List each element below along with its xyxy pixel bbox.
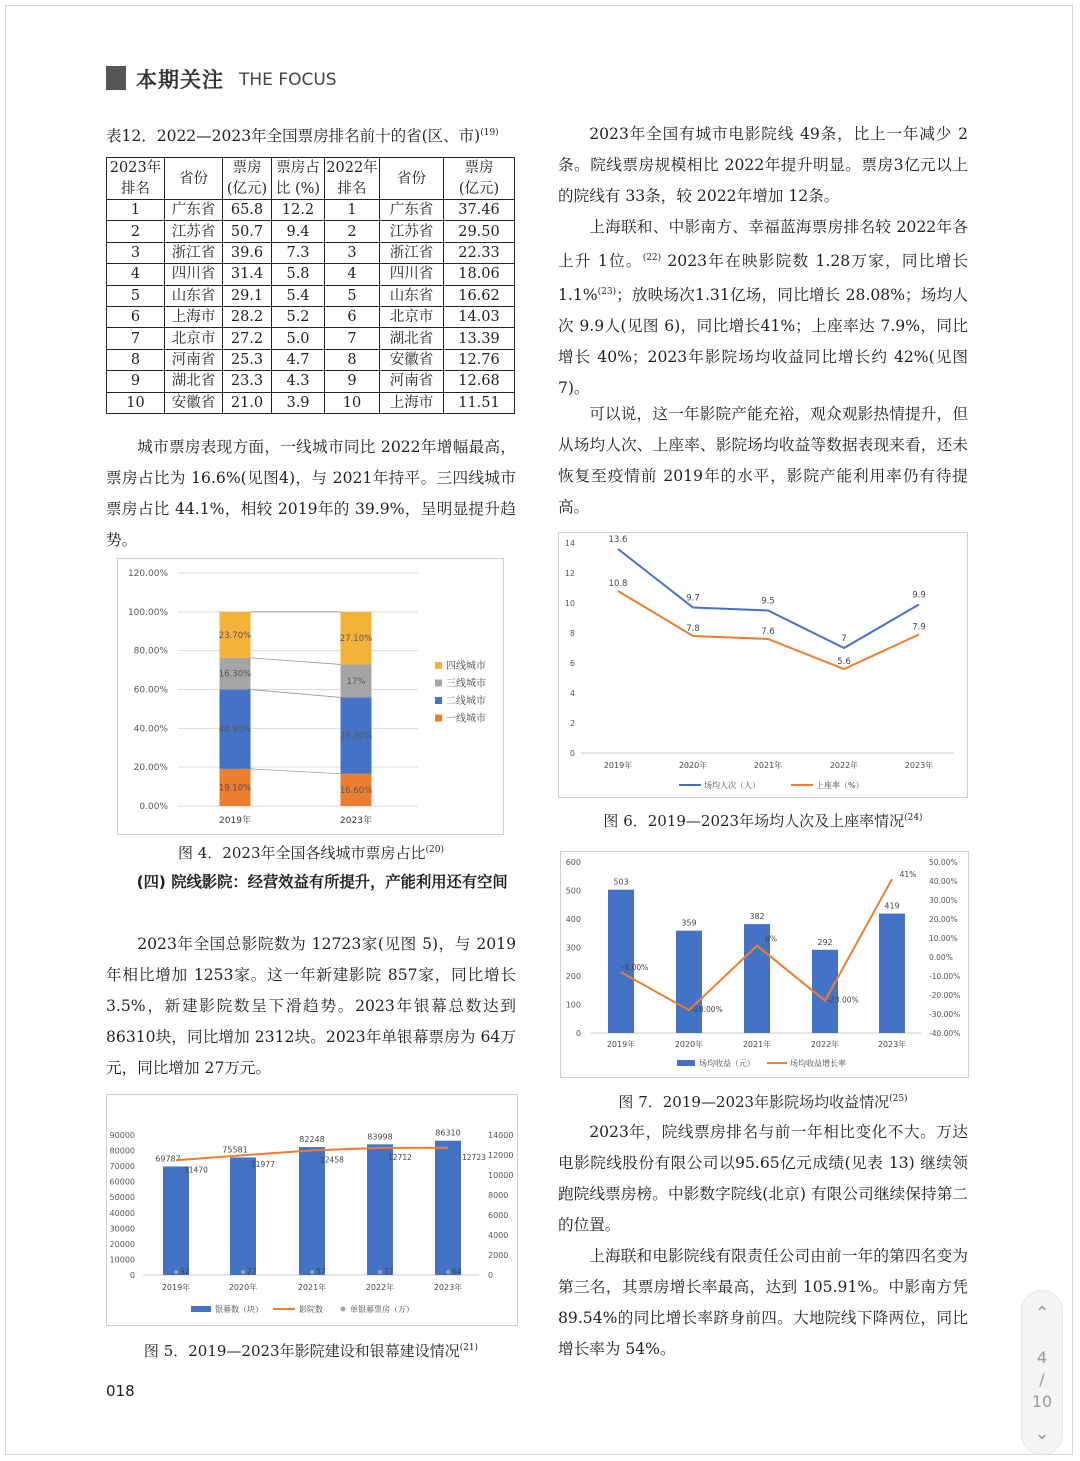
table-cell: 5.8 [272, 264, 325, 285]
table-cell: 四川省 [165, 264, 223, 285]
header-share-unit: 比 (%) [272, 179, 325, 200]
table-cell: 18.06 [444, 264, 515, 285]
y-tick-label: 8 [569, 629, 575, 638]
y-tick-label: 30000 [109, 1224, 135, 1234]
data-label: 9.7 [686, 593, 700, 604]
chart-fig4 [118, 559, 505, 836]
legend-label: 影院数 [299, 1305, 323, 1314]
bar [812, 950, 838, 1033]
table-cell: 8 [325, 349, 380, 370]
point-marker [241, 1270, 245, 1274]
x-tick-label: 2019年 [606, 1040, 636, 1049]
header-share: 票房占 [272, 158, 325, 179]
table-cell: 12.2 [272, 200, 325, 221]
connector-line [251, 769, 341, 774]
data-label: 7.8 [686, 624, 700, 634]
y2-tick-label: -20.00% [929, 991, 961, 1000]
table-cell: 4.3 [272, 371, 325, 392]
data-label: 75581 [222, 1145, 248, 1155]
header-block [106, 66, 126, 90]
table-cell: 上海市 [165, 306, 223, 327]
point-marker [174, 1270, 178, 1274]
table-cell: 浙江省 [380, 242, 444, 263]
table-title-text: 表12．2022—2023年全国票房排名前十的省(区、市) [106, 127, 481, 145]
point-marker [310, 1270, 314, 1274]
table-cell: 5.0 [272, 328, 325, 349]
legend-label: 单银幕票房（万） [350, 1305, 414, 1314]
p2-part-a: 上海联和、中影南方、幸福蓝海票房排名较 2022年各上升 1位。 [558, 218, 968, 271]
y-tick-label: 12 [564, 569, 575, 578]
y-tick-label: 500 [565, 886, 581, 896]
data-label: 12723 [462, 1152, 486, 1162]
data-label: 7.6 [761, 627, 775, 637]
data-label: 17% [346, 676, 366, 687]
data-label: 503 [613, 877, 629, 887]
bar [163, 1166, 189, 1275]
fig4-caption-ref: (20) [425, 845, 444, 855]
x-tick-label: 2020年 [678, 761, 708, 770]
bar [230, 1157, 256, 1275]
y-tick-label: 100.00% [127, 607, 168, 618]
data-label: 16.30% [218, 669, 252, 680]
table-cell: 22.33 [444, 242, 515, 263]
chart-fig6 [559, 533, 969, 799]
table-cell: 39.6 [223, 242, 272, 263]
table-cell: 16.62 [444, 285, 515, 306]
data-label: 40.90% [218, 725, 252, 736]
fig6-caption-ref: (24) [904, 813, 923, 823]
y2-tick-label: -10.00% [929, 972, 961, 981]
y-tick-label: 4 [569, 689, 575, 698]
table-cell: 上海市 [380, 392, 444, 413]
y-tick-label: 80000 [109, 1146, 135, 1156]
table-cell: 7 [325, 328, 380, 349]
table-row [107, 392, 515, 413]
data-label: 9.5 [761, 596, 775, 607]
x-tick-label: 2023年 [904, 761, 934, 770]
bar [676, 931, 702, 1033]
x-tick-label: 2022年 [810, 1040, 840, 1049]
y2-tick-label: 20.00% [929, 915, 958, 924]
paragraph-rankings [558, 212, 968, 404]
data-label: 92 [180, 1267, 190, 1276]
section-subtitle: THE FOCUS [239, 70, 337, 90]
table-cell: 7 [107, 328, 165, 349]
y-tick-label: 40.00% [133, 724, 168, 735]
legend-label: 一线城市 [446, 713, 486, 725]
x-tick-label: 2021年 [753, 761, 783, 770]
table-cell: 1 [107, 200, 165, 221]
pager-total: 10 [1031, 1392, 1053, 1411]
y2-tick-label: 14000 [488, 1131, 514, 1140]
table-cell: 50.7 [223, 221, 272, 242]
section-title: 本期关注 [136, 68, 224, 92]
table-title-ref: (19) [480, 127, 499, 138]
table-cell: 21.0 [223, 392, 272, 413]
table-cell: 4.7 [272, 349, 325, 370]
p2-part-c: ；放映场次1.31亿场，同比增长 28.08%；场均人次 9.9人(见图 6)，同比增长41%；上座率达 7.9%，同比增长 40%；2023年影院场均收益同比增长约 42%(见图 7)。 [558, 286, 968, 398]
table-cell: 23.3 [223, 371, 272, 392]
data-label: -23.00% [827, 995, 859, 1005]
connector-line [251, 690, 341, 698]
header-box-unit: (亿元) [223, 179, 272, 200]
legend-swatch [191, 1306, 211, 1312]
y-tick-label: 10000 [109, 1255, 135, 1265]
data-label: 7.9 [912, 622, 926, 633]
y-tick-label: 300 [565, 943, 581, 953]
table-cell: 5.2 [272, 306, 325, 327]
page-number: 018 [106, 1382, 135, 1400]
table-row [107, 371, 515, 392]
y-tick-label: 60.00% [133, 685, 168, 696]
y-tick-label: 0 [575, 1029, 581, 1038]
paragraph-shanghai: 上海联和电影院线有限责任公司由前一年的第四名变为第三名，其票房增长率最高，达到 105.91%。中影南方凭 89.54%的同比增长率跻身前四。大地院线下降两位，同比增长率为 54%。 [558, 1247, 968, 1358]
header-box2022-unit: (亿元) [444, 179, 515, 200]
x-tick-label: 2023年 [433, 1283, 463, 1292]
y2-tick-label: 2000 [488, 1251, 509, 1260]
x-tick-label: 2019年 [603, 761, 633, 770]
chart-fig7 [561, 852, 970, 1079]
x-tick-label: 2023年 [877, 1040, 907, 1049]
data-label: 69787 [155, 1154, 181, 1164]
table-cell: 31.4 [223, 264, 272, 285]
y2-tick-label: 0 [488, 1271, 494, 1280]
legend-label: 场均收益增长率 [790, 1059, 846, 1068]
paragraph-cinemas: 2023年全国总影院数为 12723家(见图 5)，与 2019年相比增加 1253家。这一年新建影院 857家，同比增长 3.5%，新建影院数呈下滑趋势。2023年银幕总数达到 86310块，同比增加 2312块。2023年单银幕票房为 64万元，同比增加 27万元。 [106, 935, 516, 1077]
data-label: 37 [384, 1267, 394, 1276]
y-tick-label: 600 [565, 858, 581, 867]
point-marker [446, 1270, 450, 1274]
p2-part-b: 2023年在映影院数 1.28万家，同比增长1.1% [558, 252, 968, 305]
y-tick-label: 6 [569, 659, 575, 668]
fig5-caption [106, 1340, 516, 1361]
chart-fig5 [107, 1095, 519, 1327]
x-tick-label: 2021年 [742, 1040, 772, 1049]
legend-swatch [435, 697, 442, 704]
y-tick-label: 40000 [109, 1208, 135, 1218]
y-tick-label: 14 [564, 539, 575, 548]
table-cell: 12.68 [444, 371, 515, 392]
y-tick-label: 20.00% [133, 763, 168, 774]
data-label: 27.10% [339, 634, 373, 645]
y-tick-label: 50000 [109, 1193, 135, 1203]
y2-tick-label: 30.00% [929, 896, 958, 905]
figure-5 [106, 1094, 518, 1326]
legend-swatch [677, 1060, 695, 1066]
data-label: 5.6 [837, 657, 851, 667]
data-label: 64 [452, 1267, 462, 1276]
table-cell: 浙江省 [165, 242, 223, 263]
data-label: 359 [681, 918, 697, 928]
table-row [107, 306, 515, 327]
y-tick-label: 10 [564, 599, 575, 608]
bar [367, 1144, 393, 1275]
table-cell: 安徽省 [165, 392, 223, 413]
table-cell: 9 [107, 371, 165, 392]
table-cell: 3 [325, 242, 380, 263]
table-cell: 河南省 [165, 349, 223, 370]
table-cell: 4 [325, 264, 380, 285]
table-cell: 广东省 [380, 200, 444, 221]
figure-7 [560, 851, 969, 1078]
ranking-table [106, 157, 515, 414]
table-cell: 27.2 [223, 328, 272, 349]
table-cell: 1 [325, 200, 380, 221]
y-tick-label: 100 [565, 1000, 581, 1010]
table-cell: 5 [107, 285, 165, 306]
table-cell: 29.1 [223, 285, 272, 306]
table-cell: 安徽省 [380, 349, 444, 370]
connector-line [251, 658, 341, 665]
table-cell: 65.8 [223, 200, 272, 221]
fig7-caption [558, 1091, 968, 1112]
y-tick-label: 0 [569, 749, 575, 758]
data-label: 11470 [184, 1165, 208, 1175]
legend-label: 场均收益（元） [699, 1059, 755, 1068]
chevron-up-icon[interactable]: ⌃ [1034, 1303, 1050, 1324]
header-rank-sub: 排名 [107, 179, 165, 200]
table-cell: 广东省 [165, 200, 223, 221]
y-tick-label: 2 [569, 719, 575, 728]
header-rank-2022: 2022年 [325, 158, 380, 179]
table-row [107, 200, 515, 221]
fig5-caption-ref: (21) [459, 1343, 479, 1353]
y-tick-label: 80.00% [133, 646, 168, 657]
legend-label: 上座率（%） [816, 781, 864, 790]
fig6-caption [558, 810, 968, 831]
y-tick-label: 200 [565, 972, 581, 981]
table-cell: 3 [107, 242, 165, 263]
pager-separator: / [1039, 1370, 1045, 1389]
data-label: 86310 [435, 1128, 461, 1138]
data-label: 12458 [320, 1155, 344, 1165]
y-tick-label: 120.00% [127, 569, 168, 579]
y-tick-label: 20000 [109, 1239, 135, 1249]
table-row [107, 264, 515, 285]
x-tick-label: 2022年 [829, 761, 859, 770]
y2-tick-label: 50.00% [929, 858, 958, 867]
bar [879, 914, 905, 1033]
y2-tick-label: 6000 [488, 1211, 509, 1220]
section-heading: (四) 院线影院：经营效益有所提升，产能利用还有空间 [136, 873, 508, 891]
legend-label: 二线城市 [446, 696, 486, 707]
legend-label: 四线城市 [446, 661, 486, 672]
x-tick-label: 2019年 [219, 816, 251, 826]
y-tick-label: 90000 [109, 1131, 135, 1140]
data-label: 292 [817, 937, 833, 947]
x-tick-label: 2023年 [340, 816, 372, 826]
table-cell: 河南省 [380, 371, 444, 392]
data-label: 10.8 [608, 579, 628, 589]
data-label: 6% [765, 934, 777, 944]
table-title [106, 124, 499, 146]
table-cell: 6 [325, 306, 380, 327]
fig7-caption-text: 图 7．2019—2023年影院场均收益情况 [618, 1093, 890, 1111]
y2-tick-label: -30.00% [929, 1010, 961, 1019]
paragraph-circuits: 2023年全国有城市电影院线 49条，比上一年减少 2条。院线票房规模相比 2022年提升明显。票房3亿元以上的院线有 33条，较 2022年增加 12条。 [558, 125, 968, 205]
table-cell: 7.3 [272, 242, 325, 263]
data-label: 57 [316, 1267, 326, 1276]
paragraph-wanda: 2023年，院线票房排名与前一年相比变化不大。万达电影院线股份有限公司以95.65亿元成绩(见表 13) 继续领跑院线票房榜。中影数字院线(北京) 有限公司继续保持第二的位置。 [558, 1123, 968, 1234]
p2-ref-23: (23) [597, 287, 617, 298]
data-label: 9.9 [912, 590, 926, 601]
table-cell: 5 [325, 285, 380, 306]
page-navigator [1021, 1290, 1063, 1455]
table-row [107, 242, 515, 263]
header-province: 省份 [165, 158, 223, 200]
data-label: 41% [899, 870, 917, 880]
table-cell: 3.9 [272, 392, 325, 413]
legend-marker [341, 1307, 346, 1312]
y2-tick-label: -40.00% [929, 1029, 961, 1038]
table-cell: 湖北省 [165, 371, 223, 392]
fig5-caption-text: 图 5．2019—2023年影院建设和银幕建设情况 [143, 1342, 460, 1360]
fig4-caption-text: 图 4．2023年全国各线城市票房占比 [178, 844, 426, 862]
header-box-2022: 票房 [444, 158, 515, 179]
table-row [107, 285, 515, 306]
table-cell: 2 [325, 221, 380, 242]
table-cell: 9.4 [272, 221, 325, 242]
table-cell: 四川省 [380, 264, 444, 285]
chevron-down-icon[interactable]: ⌄ [1034, 1423, 1050, 1444]
p2-ref-22: (22) [642, 253, 662, 263]
bar [608, 890, 634, 1033]
table-cell: 6 [107, 306, 165, 327]
x-tick-label: 2019年 [161, 1283, 191, 1292]
fig6-caption-text: 图 6．2019—2023年场均人次及上座率情况 [603, 812, 905, 830]
point-marker [378, 1270, 382, 1274]
bar [299, 1147, 325, 1275]
table-cell: 江苏省 [380, 221, 444, 242]
data-label: 39.30% [339, 731, 373, 742]
header-rank-2023: 2023年 [107, 158, 165, 179]
legend-label: 银幕数（块） [215, 1305, 263, 1314]
table-cell: 江苏省 [165, 221, 223, 242]
header-box: 票房 [223, 158, 272, 179]
table-cell: 8 [107, 349, 165, 370]
x-tick-label: 2022年 [365, 1283, 395, 1292]
y-tick-label: 400 [565, 915, 581, 924]
table-cell: 14.03 [444, 306, 515, 327]
table-cell: 山东省 [165, 285, 223, 306]
y2-tick-label: 10.00% [929, 934, 958, 943]
y-tick-label: 0 [129, 1271, 135, 1280]
table-cell: 5.4 [272, 285, 325, 306]
legend-label: 场均人次（人） [704, 781, 760, 790]
x-tick-label: 2020年 [228, 1283, 258, 1292]
data-label: -8.00% [621, 963, 649, 973]
y2-tick-label: 10000 [488, 1171, 514, 1180]
table-cell: 12.76 [444, 349, 515, 370]
data-label: 419 [884, 901, 900, 911]
table-cell: 湖北省 [380, 328, 444, 349]
table-cell: 北京市 [380, 306, 444, 327]
pager-current: 4 [1036, 1348, 1048, 1367]
table-cell: 37.46 [444, 200, 515, 221]
data-label: 27 [247, 1267, 257, 1276]
data-label: 19.10% [218, 783, 252, 794]
legend-swatch [435, 662, 442, 669]
fig4-caption [106, 842, 516, 863]
x-tick-label: 2021年 [297, 1283, 327, 1292]
table-row [107, 221, 515, 242]
table-cell: 北京市 [165, 328, 223, 349]
header-province-2022: 省份 [380, 158, 444, 200]
data-label: 7 [841, 634, 847, 644]
fig7-caption-ref: (25) [889, 1094, 908, 1104]
table-cell: 25.3 [223, 349, 272, 370]
y2-tick-label: 4000 [488, 1231, 509, 1240]
table-cell: 28.2 [223, 306, 272, 327]
legend-swatch [435, 715, 442, 722]
data-label: 16.60% [339, 785, 373, 796]
header-rank2022-sub: 排名 [325, 179, 380, 200]
y2-tick-label: 0.00% [929, 953, 953, 962]
table-header-row [107, 158, 515, 179]
figure-6 [558, 532, 968, 798]
data-label: 13.6 [608, 535, 628, 545]
data-label: 23.70% [218, 630, 252, 641]
y-tick-label: 70000 [109, 1162, 135, 1172]
data-label: -28.00% [691, 1005, 723, 1015]
y-tick-label: 0.00% [139, 802, 168, 812]
y-tick-label: 60000 [109, 1177, 135, 1187]
bar [435, 1141, 461, 1275]
data-label: 11977 [251, 1160, 275, 1170]
y2-tick-label: 12000 [488, 1151, 514, 1160]
data-label: 12712 [388, 1152, 412, 1162]
x-tick-label: 2020年 [674, 1040, 704, 1049]
paragraph-capacity: 可以说，这一年影院产能充裕，观众观影热情提升，但从场均人次、上座率、影院场均收益等数据表现来看，还未恢复至疫情前 2019年的水平，影院产能利用率仍有待提高。 [558, 405, 968, 516]
paragraph-city-box: 城市票房表现方面，一线城市同比 2022年增幅最高，票房占比为 16.6%(见图4)，与 2021年持平。三四线城市票房占比 44.1%，相较 2019年的 39.9%，呈明显提升趋势。 [106, 438, 516, 549]
table-cell: 10 [325, 392, 380, 413]
legend-swatch [435, 680, 442, 687]
data-label: 83998 [367, 1132, 393, 1142]
table-cell: 11.51 [444, 392, 515, 413]
data-label: 82248 [299, 1135, 325, 1145]
table-cell: 山东省 [380, 285, 444, 306]
table-cell: 10 [107, 392, 165, 413]
y2-tick-label: 8000 [488, 1191, 509, 1200]
table-cell: 9 [325, 371, 380, 392]
table-cell: 29.50 [444, 221, 515, 242]
table-cell: 13.39 [444, 328, 515, 349]
table-row [107, 328, 515, 349]
legend-label: 三线城市 [446, 678, 486, 690]
data-label: 382 [749, 912, 765, 922]
table-cell: 2 [107, 221, 165, 242]
figure-4 [117, 558, 504, 835]
table-cell: 4 [107, 264, 165, 285]
table-row [107, 349, 515, 370]
y2-tick-label: 40.00% [929, 877, 958, 886]
